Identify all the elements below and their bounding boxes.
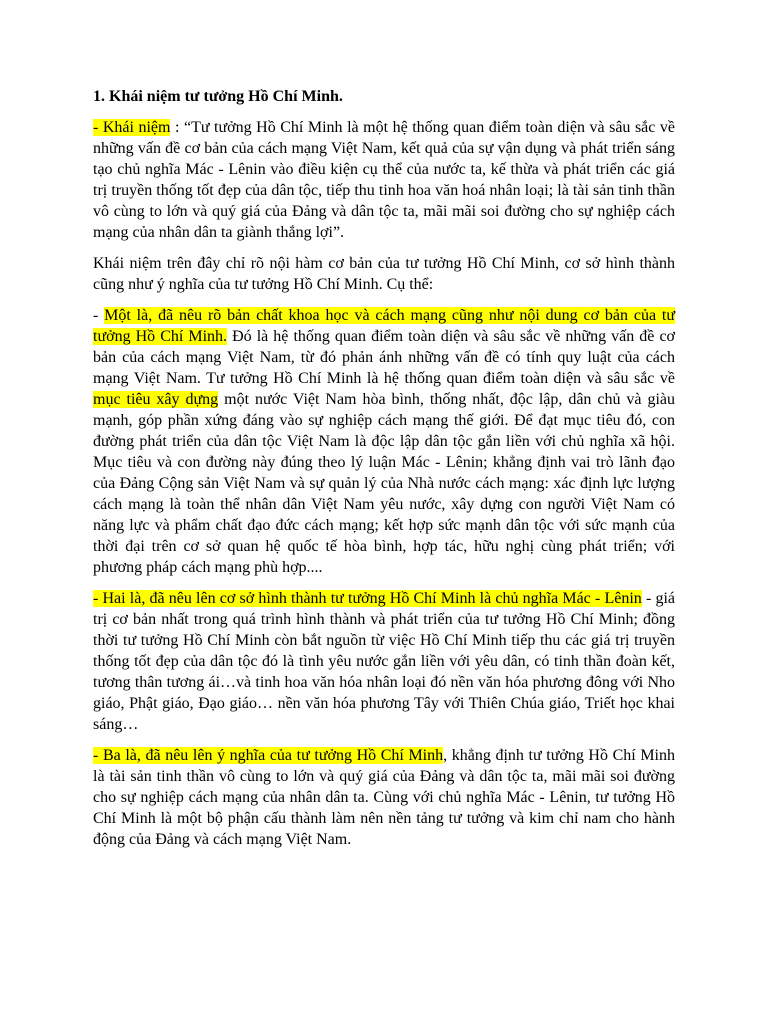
paragraph-text: một nước Việt Nam hòa bình, thống nhất, độc lập, dân chủ và giàu mạnh, góp phần xứng đáng vào sự nghiệp cách mạng thế giới. Để đạt mục tiêu đó, con đường phát triển của dân tộc Việt Nam là độc lập dân tộc gắn liền với chủ nghĩa xã hội. Mục tiêu và con đường này đúng theo lý luận Mác - Lênin; khẳng định vai trò lãnh đạo của Đảng Cộng sản Việt Nam và sự quản lý của Nhà nước cách mạng: xác định lực lượng cách mạng là toàn thể nhân dân Việt Nam yêu nước, xây dựng con người Việt Nam có năng lực và phẩm chất đạo đức cách mạng; kết hợp sức mạnh dân tộc với sức mạnh của thời đại trên cơ sở quan hệ quốc tế hòa bình, hợp tác, hữu nghị cùng phát triển; với phương pháp cách mạng phù hợp....: [93, 391, 676, 576]
section-heading: 1. Khái niệm tư tưởng Hồ Chí Minh.: [93, 88, 343, 105]
highlighted-phrase: - Hai là, đã nêu lên cơ sở hình thành tư tưởng Hồ Chí Minh là chủ nghĩa Mác - Lênin: [93, 590, 642, 607]
paragraph-text: Đó là hệ thống quan điểm toàn diện và sâu sắc về những vấn đề cơ bản của cách mạng Việt Nam, từ đó phản ánh những vấn đề có tính quy luật của cách mạng Việt Nam. Tư tưởng Hồ Chí Minh là hệ thống quan điểm toàn diện và sâu sắc về: [93, 328, 676, 387]
paragraph-text: - giá trị cơ bản nhất trong quá trình hình thành và phát triển của tư tưởng Hồ Chí Minh; đồng thời tư tưởng Hồ Chí Minh còn bắt nguồn từ việc Hồ Chí Minh tiếp thu các giá trị truyền thống tốt đẹp của dân tộc đó là tình yêu nước gắn liền với yêu dân, có tinh thần đoàn kết, tương thân tương ái…và tinh hoa văn hóa nhân loại đó nền văn hóa phương đông với Nho giáo, Phật giáo, Đạo giáo… nền văn hóa phương Tây với Thiên Chúa giáo, Triết học khai sáng…: [93, 590, 676, 733]
paragraph-point-three: [93, 745, 675, 850]
paragraph-point-two: [93, 588, 675, 735]
paragraph-text: , khẳng định tư tưởng Hồ Chí Minh là tài sản tinh thần vô cùng to lớn và quý giá của Đảng và dân tộc ta, mãi mãi soi đường cho sự nghiệp cách mạng của nhân dân ta. Cùng với chủ nghĩa Mác - Lênin, tư tưởng Hồ Chí Minh là một bộ phận cấu thành làm nên nền tảng tư tưởng và kim chỉ nam cho hành động của Đảng và cách mạng Việt Nam.: [93, 747, 676, 848]
highlighted-phrase: - Khái niệm: [93, 119, 171, 136]
paragraph-text: : “Tư tưởng Hồ Chí Minh là một hệ thống quan điểm toàn diện và sâu sắc về những vấn đề cơ bản của cách mạng Việt Nam, kết quả của sự vận dụng và phát triển sáng tạo chủ nghĩa Mác - Lênin vào điều kiện cụ thể của nước ta, kế thừa và phát triển các giá trị truyền thống tốt đẹp của dân tộc, tiếp thu tinh hoa văn hoá nhân loại; là tài sản tinh thần vô cùng to lớn và quý giá của Đảng và dân tộc ta, mãi mãi soi đường cho sự nghiệp cách mạng của nhân dân ta giành thắng lợi”.: [93, 119, 676, 241]
paragraph-intro: Khái niệm trên đây chỉ rõ nội hàm cơ bản của tư tưởng Hồ Chí Minh, cơ sở hình thành cũng như ý nghĩa của tư tưởng Hồ Chí Minh. Cụ thể:: [93, 255, 675, 293]
highlighted-phrase: - Ba là, đã nêu lên ý nghĩa của tư tưởng Hồ Chí Minh: [93, 747, 444, 764]
highlighted-phrase: mục tiêu xây dựng: [93, 391, 219, 408]
paragraph-definition: [93, 117, 675, 243]
highlighted-phrase: Một là, đã nêu rõ bản chất khoa học và cách mạng cũng như nội dung cơ bản của tư tưởng Hồ Chí Minh.: [93, 307, 676, 345]
bullet-dash: -: [93, 307, 105, 324]
document-page: [93, 86, 675, 860]
paragraph-point-one: [93, 305, 675, 578]
